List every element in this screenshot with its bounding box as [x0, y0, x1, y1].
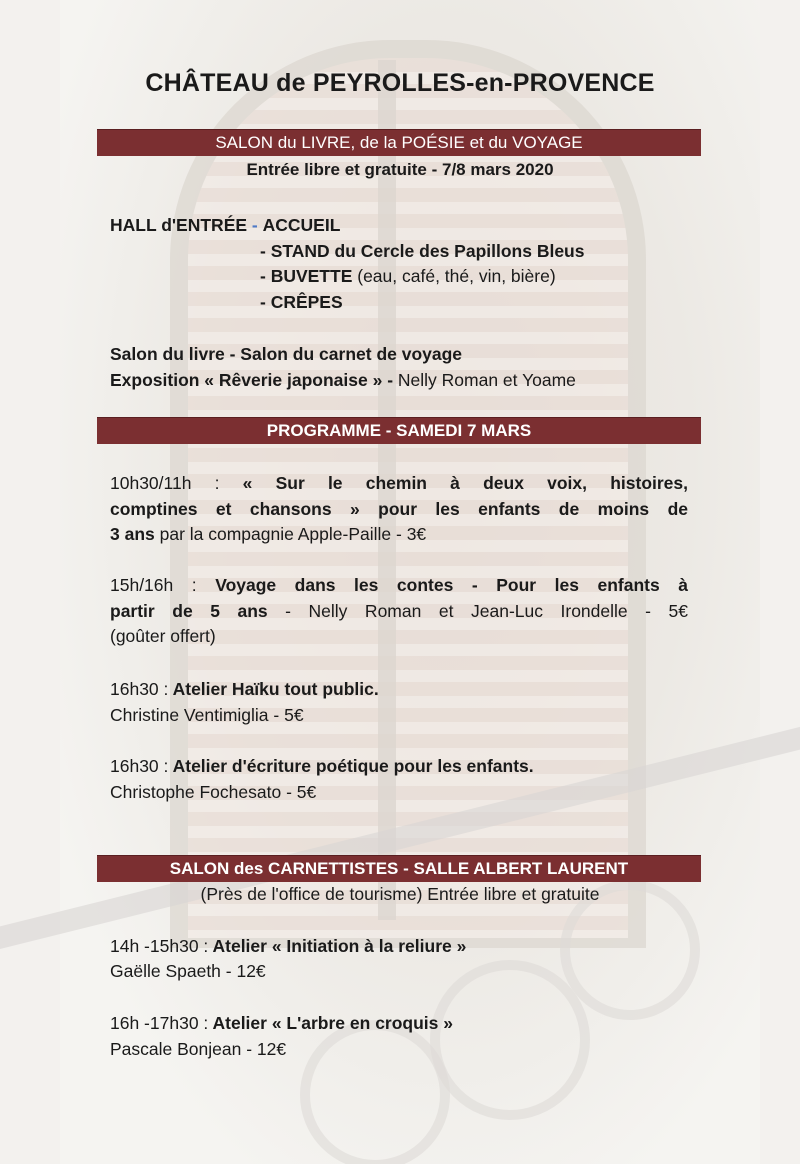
page-title: CHÂTEAU de PEYROLLES-en-PROVENCE	[145, 69, 655, 97]
hall-line	[110, 212, 340, 238]
band-text: du	[272, 133, 302, 152]
programme-event	[110, 753, 534, 779]
hall-item	[260, 263, 556, 289]
event-title: 3 ans	[110, 524, 155, 544]
exposition-title: Exposition « Rêverie japonaise » -	[110, 370, 394, 390]
salon-livre-band	[97, 129, 701, 156]
carnettistes-location: (Près de l'office de tourisme) Entrée libre et gratuite	[200, 884, 600, 904]
hall-item-detail: (eau, café, thé, vin, bière)	[352, 266, 556, 286]
hall-label: HALL d'ENTRÉE	[110, 215, 248, 235]
entry-info: Entrée libre et gratuite - 7/8 mars 2020	[246, 160, 554, 179]
event-title: « Sur le chemin à deux voix, histoires,	[219, 473, 689, 493]
event-host: Christine Ventimiglia - 5€	[110, 705, 304, 725]
hall-item	[260, 289, 343, 315]
event-title: Atelier Haïku tout public.	[168, 679, 379, 699]
programme-event	[110, 471, 688, 548]
event-detail: - Nelly Roman et Jean-Luc Irondelle - 5€	[267, 600, 688, 621]
programme-band: PROGRAMME - SAMEDI 7 MARS	[97, 417, 701, 444]
band-text: LIVRE	[301, 133, 351, 152]
hall-item	[260, 238, 584, 264]
event-title: Atelier « L'arbre en croquis »	[208, 1013, 453, 1033]
event-title: Atelier d'écriture poétique pour les enfants.	[168, 756, 534, 776]
hall-item: ACCUEIL	[262, 215, 341, 235]
carnet-event	[110, 933, 466, 959]
event-detail: par la compagnie Apple-Paille - 3€	[154, 524, 427, 544]
event-note: (goûter offert)	[110, 626, 216, 646]
carnettistes-band: SALON des CARNETTISTES - SALLE ALBERT LAURENT	[97, 855, 701, 882]
event-time: 15h/16h :	[110, 575, 197, 595]
salons-line: Salon du livre - Salon du carnet de voyage	[110, 344, 463, 364]
band-text: et du	[464, 133, 513, 152]
hall-dash: -	[251, 215, 258, 235]
band-text: , de la	[350, 133, 402, 152]
event-time: 10h30/11h :	[110, 473, 220, 493]
event-time: 16h30 :	[110, 679, 169, 699]
event-time: 16h -17h30 :	[110, 1013, 209, 1033]
carnet-event	[110, 1010, 453, 1036]
band-text: SALON	[215, 133, 273, 152]
event-title: comptines et chansons » pour les enfants de moins de	[110, 498, 688, 519]
event-time: 14h -15h30 :	[110, 936, 209, 956]
hall-item-label: - STAND du Cercle des Papillons Bleus	[260, 241, 585, 261]
event-title: partir de 5 ans	[110, 600, 268, 621]
programme-event	[110, 676, 379, 702]
band-text: POÉSIE	[401, 133, 465, 152]
band-text: VOYAGE	[512, 133, 583, 152]
event-time: 16h30 :	[110, 756, 169, 776]
event-title: Voyage dans les contes - Pour les enfants à	[196, 575, 688, 595]
hall-item-label: - CRÊPES	[260, 292, 343, 312]
event-host: Pascale Bonjean - 12€	[110, 1039, 287, 1059]
event-title: Atelier « Initiation à la reliure »	[208, 936, 467, 956]
event-host: Christophe Fochesato - 5€	[110, 782, 317, 802]
programme-event	[110, 573, 688, 650]
exposition-artists: Nelly Roman et Yoame	[393, 370, 576, 390]
exposition-line	[110, 367, 576, 393]
event-host: Gaëlle Spaeth - 12€	[110, 961, 266, 981]
hall-item-label: - BUVETTE	[260, 266, 353, 286]
